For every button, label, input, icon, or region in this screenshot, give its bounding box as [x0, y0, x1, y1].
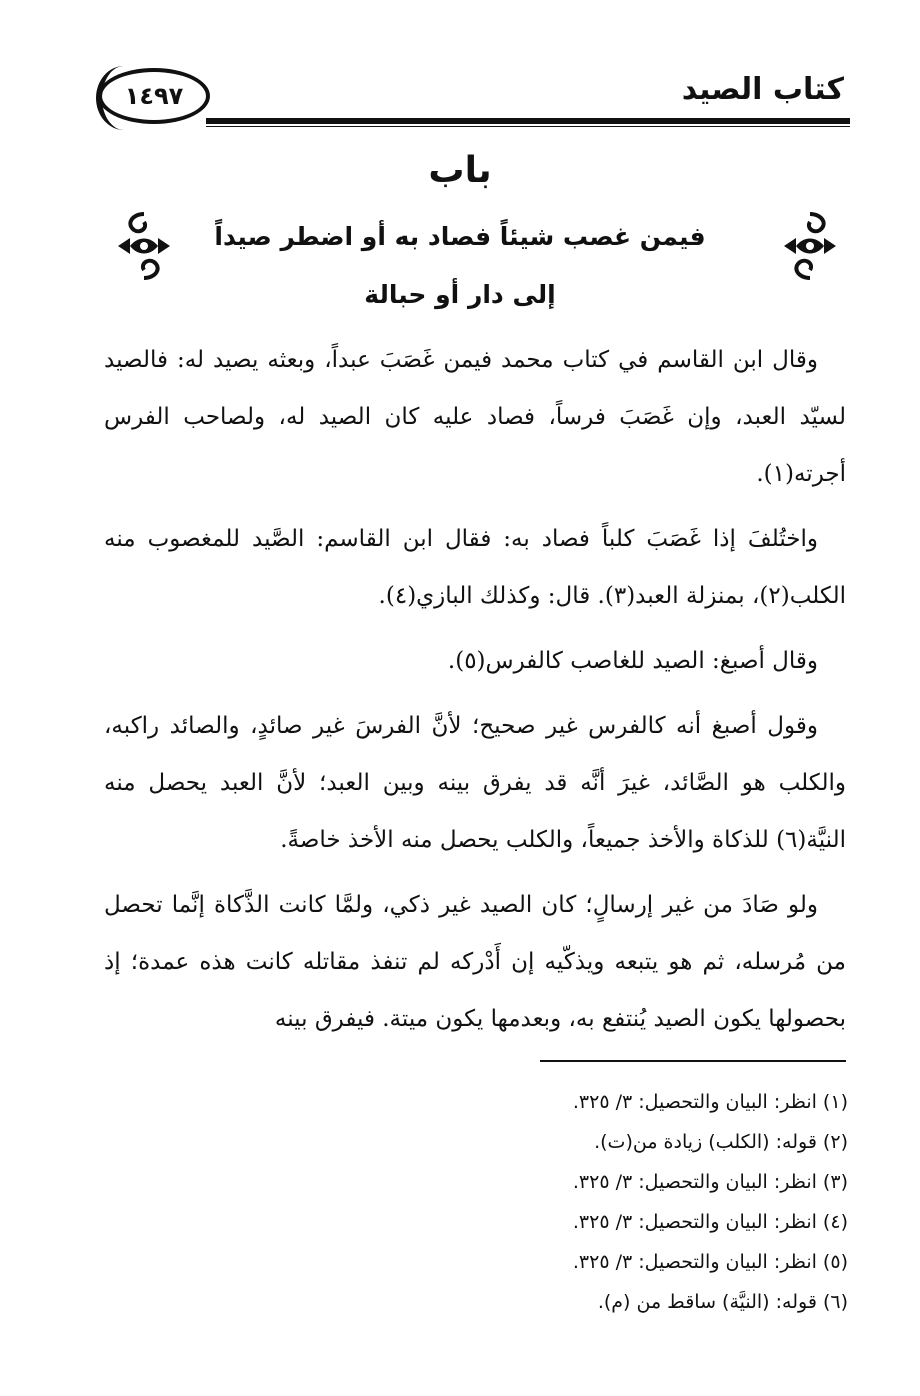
book-title: كتاب الصيد	[681, 72, 844, 107]
footnote: (٣) انظر: البيان والتحصيل: ٣/ ٣٢٥.	[572, 1171, 848, 1193]
page-number: ١٤٩٧	[124, 82, 184, 110]
footnote: (١) انظر: البيان والتحصيل: ٣/ ٣٢٥.	[572, 1091, 848, 1113]
header-rule	[206, 118, 850, 124]
page-header	[98, 62, 850, 126]
page-number-badge	[98, 68, 210, 124]
body-text	[104, 332, 846, 1056]
paragraph: وقال ابن القاسم في كتاب محمد فيمن غَصَبَ عبداً، وبعثه يصيد له: فالصيد لسيّد العبد، وإن غَصَبَ فرساً، فصاد عليه كان الصيد له، ولصاحب الفرس أجرته(١).	[104, 347, 846, 487]
footnote: (٦) قوله: (النيَّة) ساقط من (م).	[597, 1291, 848, 1313]
footnote: (٢) قوله: (الكلب) زيادة من(ت).	[594, 1131, 848, 1153]
footnote-separator	[540, 1060, 846, 1062]
header-rule-thin	[206, 126, 850, 127]
floral-ornament-icon	[778, 208, 842, 284]
footnote: (٤) انظر: البيان والتحصيل: ٣/ ٣٢٥.	[572, 1211, 848, 1233]
chapter-subtitle: إلى دار أو حبالة	[364, 280, 556, 309]
floral-ornament-icon	[112, 208, 176, 284]
chapter-title: فيمن غصب شيئاً فصاد به أو اضطر صيداً	[214, 222, 706, 251]
paragraph: وقال أصبغ: الصيد للغاصب كالفرس(٥).	[447, 648, 818, 674]
paragraph: وقول أصبغ أنه كالفرس غير صحيح؛ لأنَّ الفرسَ غير صائدٍ، والصائد راكبه، والكلب هو الصَّائد، غيرَ أنَّه قد يفرق بينه وبين العبد؛ لأنَّ العبد يحصل منه النيَّة(٦) للذكاة والأخذ جميعاً، والكلب يحصل منه الأخذ خاصةً.	[104, 713, 847, 853]
chapter-label: باب	[428, 150, 492, 191]
footnotes	[288, 1082, 848, 1322]
paragraph: واختُلفَ إذا غَصَبَ كلباً فصاد به: فقال ابن القاسم: الصَّيد للمغصوب منه الكلب(٢)، بمنزلة العبد(٣). قال: وكذلك البازي(٤).	[104, 526, 846, 609]
footnote: (٥) انظر: البيان والتحصيل: ٣/ ٣٢٥.	[572, 1251, 848, 1273]
paragraph: ولو صَادَ من غير إرسالٍ؛ كان الصيد غير ذكي، ولمَّا كانت الذَّكاة إنَّما تحصل من مُرسله، ثم هو يتبعه ويذكّيه إن أَدْركه لم تنفذ مقاتله كانت هذه عمدة؛ إذ بحصولها يكون الصيد يُنتفع به، وبعدمها يكون ميتة. فيفرق بينه	[104, 892, 846, 1032]
